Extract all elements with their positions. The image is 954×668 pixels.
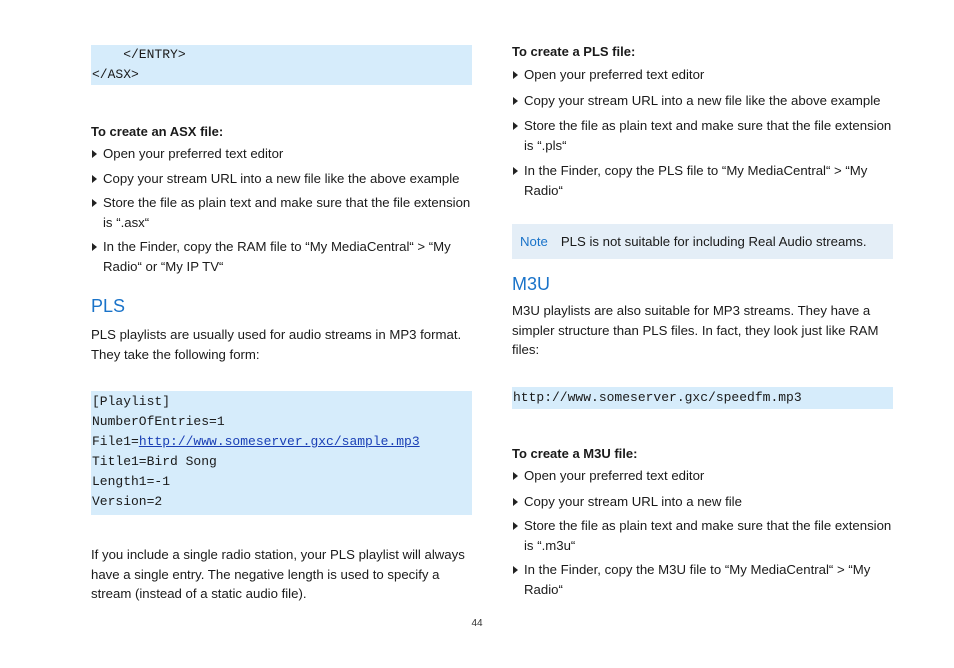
list-item: Open your preferred text editor [512,65,893,85]
pls-create-heading: To create a PLS file: [512,44,636,59]
bullet-arrow-icon [92,199,97,207]
bullet-arrow-icon [513,71,518,79]
list-item: Store the file as plain text and make sure that the file extension is “.m3u“ [512,516,893,555]
list-item: Open your preferred text editor [512,466,893,486]
pls-section-title: PLS [91,296,126,316]
m3u-section-title: M3U [512,274,551,294]
list-item: Copy your stream URL into a new file like the above example [91,169,472,189]
list-item: In the Finder, copy the M3U file to “My MediaCentral“ > “My Radio“ [512,560,893,599]
bullet-arrow-icon [513,472,518,480]
code-line: http://www.someserver.gxc/speedfm.mp3 [513,390,802,405]
m3u-create-heading: To create a M3U file: [512,446,638,461]
note-box [512,224,893,259]
list-item: Store the file as plain text and make sure that the file extension is “.pls“ [512,116,893,155]
bullet-arrow-icon [513,498,518,506]
pls-outro: If you include a single radio station, your PLS playlist will always have a single entry. The negative length is used to specify a stream (instead of a static audio file). [91,547,465,601]
code-line: File1=http://www.someserver.gxc/sample.mp3 [92,434,420,449]
bullet-arrow-icon [92,150,97,158]
bullet-arrow-icon [513,167,518,175]
bullet-arrow-icon [513,566,518,574]
list-item: Open your preferred text editor [91,144,472,164]
m3u-code-block [512,387,893,409]
m3u-intro: M3U playlists are also suitable for MP3 streams. They have a simpler structure than PLS files. In fact, they look just like RAM files: [512,303,879,357]
list-item: Store the file as plain text and make sure that the file extension is “.asx“ [91,193,472,232]
note-text: PLS is not suitable for including Real Audio streams. [560,234,867,249]
sample-mp3-link[interactable]: http://www.someserver.gxc/sample.mp3 [138,434,420,449]
asx-heading: To create an ASX file: [91,124,224,139]
asx-code-block [91,45,472,85]
bullet-arrow-icon [513,122,518,130]
bullet-arrow-icon [92,175,97,183]
page-number: 44 [471,618,483,629]
code-line: </ASX> [92,67,139,82]
pls-steps-list [512,65,893,200]
note-label: Note [520,234,548,249]
list-item: Copy your stream URL into a new file [512,492,893,512]
list-item: Copy your stream URL into a new file like the above example [512,91,893,111]
code-line: Title1=Bird Song [92,454,217,469]
asx-steps-list [91,144,472,276]
code-line: Length1=-1 [92,474,171,489]
code-line: [Playlist] [92,394,171,409]
bullet-arrow-icon [92,243,97,251]
bullet-arrow-icon [513,522,518,530]
pls-code-block [91,391,472,515]
list-item: In the Finder, copy the PLS file to “My MediaCentral“ > “My Radio“ [512,161,893,200]
code-line: NumberOfEntries=1 [92,414,225,429]
code-line: </ENTRY> [92,47,186,62]
bullet-arrow-icon [513,97,518,105]
m3u-steps-list [512,466,893,599]
pls-intro: PLS playlists are usually used for audio streams in MP3 format. They take the following form: [91,327,462,362]
code-line: Version=2 [92,494,163,509]
list-item: In the Finder, copy the RAM file to “My MediaCentral“ > “My Radio“ or “My IP TV“ [91,237,472,276]
